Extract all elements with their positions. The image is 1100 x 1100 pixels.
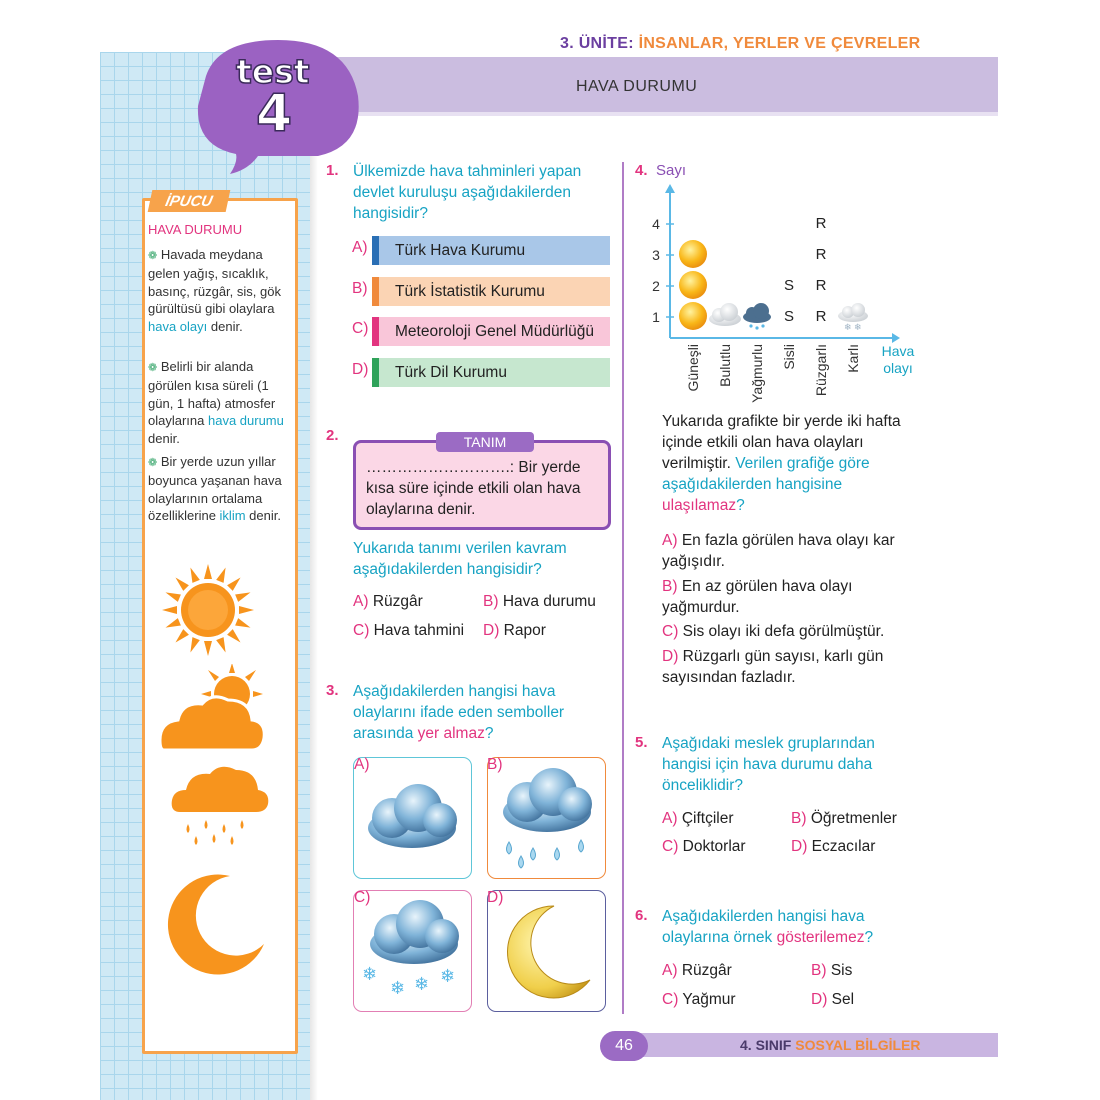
q1-option-a-letter[interactable]: A) [352,239,368,256]
rain-cloud-icon [168,762,272,848]
q5-text: Aşağıdaki meslek gruplarından hangisi için hava durumu daha önceliklidir? [662,735,875,794]
q3-text-part: ? [484,725,494,742]
hint-item-3 [148,453,290,525]
hint-tab-label: İPUCU [163,192,215,210]
hint-item-1 [148,246,290,335]
category-label: Rüzgarlı [813,344,829,397]
option-text: Çiftçiler [681,810,734,827]
hint-term: hava olayı [148,318,208,334]
symbol-letter: S [783,308,795,325]
svg-text:❄ ❄: ❄ ❄ [844,322,862,332]
svg-text:❄: ❄ [362,964,378,985]
hint-tab [148,190,231,212]
hint-term: iklim [219,508,246,524]
q4-option-d[interactable] [662,646,918,688]
svg-text:❄: ❄ [390,978,406,999]
x-axis-label: Hava olayı [881,343,915,376]
unit-heading [560,35,921,53]
option-text: Sis olayı iki defa görülmüştür. [682,623,885,640]
q5-number: 5. [635,734,648,751]
hint-term: hava durumu [207,413,284,429]
q4-number: 4. [635,162,648,179]
option-text: Doktorlar [682,838,746,855]
q6-option-c[interactable] [662,991,736,1009]
q4-text [662,411,920,516]
svg-text:❄: ❄ [440,966,456,987]
unit-title: İNSANLAR, YERLER VE ÇEVRELER [638,35,921,52]
q5-option-c[interactable] [662,838,746,856]
rain-cloud-icon [495,768,595,872]
symbol-letter: R [815,215,827,232]
hint-text: Bir yerde uzun yıllar boyunca yaşanan hava olaylarının ortalama özelliklerine [148,454,282,524]
bullet-icon: ❁ [148,250,158,262]
category-label: Bulutlu [717,344,733,387]
q6-number: 6. [635,907,648,924]
option-letter: D) [811,991,828,1008]
definition-text: ……………………….: Bir yerde kısa süre içinde etkili olan hava olaylarına denir. [366,459,581,518]
q3-text-part: Aşağıdakilerden hangisi hava olaylarını ifade eden semboller arasında [353,683,565,742]
option-text: Hava tahmini [373,622,465,639]
chart-ylabel: Sayı [656,162,687,179]
sun-icon [679,271,707,299]
option-letter: B) [811,962,827,979]
x-axis-arrow [892,333,900,343]
option-text: Rüzgarlı gün sayısı, karlı gün sayısından fazladır. [662,648,884,686]
q2-option-a[interactable] [353,593,423,611]
test-number: 4 [256,84,293,144]
symbol-letter: R [815,308,827,325]
q3-number: 3. [326,682,339,699]
q3-text-emphasis: yer almaz [417,725,485,742]
y-axis-arrow [665,184,675,193]
option-letter: C) [662,838,679,855]
unit-prefix: 3. ÜNİTE: [560,35,634,52]
q6-option-b[interactable] [811,962,852,980]
q1-option-d-letter[interactable]: D) [352,361,369,378]
hint-text: Belirli bir alanda görülen kısa süreli (1 gün, 1 hafta) atmosfer olaylarına [148,359,276,429]
q3-text [353,681,608,744]
footer-grade: 4. SINIF [740,1037,792,1053]
option-text: Hava durumu [502,593,596,610]
weather-chart [630,180,920,410]
option-letter: B) [483,593,499,610]
moon-icon [498,902,594,1002]
option-text: Rüzgâr [681,962,732,979]
definition-tab: TANIM [436,432,534,452]
q6-option-a[interactable] [662,962,732,980]
q5-option-d[interactable] [791,838,875,856]
option-text: Rüzgâr [372,593,423,610]
sun-icon [160,562,256,658]
option-letter: A) [662,532,678,549]
option-letter: A) [353,593,369,610]
q3-option-d-letter: D) [487,889,504,906]
option-letter: A) [662,810,678,827]
q2-text: Yukarıda tanımı verilen kavram aşağıdakilerden hangisidir? [353,540,567,578]
bullet-icon: ❁ [148,362,158,374]
option-letter: B) [791,810,807,827]
topic-band-underline [310,112,998,116]
topic-title: HAVA DURUMU [576,78,698,95]
q5-option-a[interactable] [662,810,733,828]
q2-option-d[interactable] [483,622,546,640]
q4-text-part: Yukarıda grafikte bir yerde iki hafta içinde etkili olan hava olayları verilmiştir. [662,413,901,472]
page-edge-shadow [310,52,318,1100]
q1-option-b-letter[interactable]: B) [352,280,368,297]
sun-icon [679,302,707,330]
q4-option-a[interactable] [662,530,918,572]
q4-text-question: Verilen grafiğe göre aşağıdakilerden hangisine [662,455,870,493]
q4-option-b[interactable] [662,576,918,618]
q6-option-d[interactable] [811,991,854,1009]
option-letter: D) [662,648,679,665]
category-label: Güneşli [685,344,701,392]
option-letter: C) [662,991,679,1008]
footer-title [740,1037,921,1053]
moon-icon [160,870,270,980]
q4-text-emphasis: ulaşılamaz [662,497,737,514]
q3-option-c-letter: C) [354,889,371,906]
cloud-icon [362,782,462,852]
rain-cloud-icon [743,303,771,330]
option-text: Yağmur [682,991,736,1008]
y-tick-label: 4 [652,216,660,232]
q4-option-c[interactable] [662,621,918,642]
q1-option-a[interactable]: Türk Hava Kurumu [372,236,610,265]
y-tick-label: 2 [652,278,660,294]
q1-option-c-letter[interactable]: C) [352,320,369,337]
option-text: Sel [831,991,855,1008]
option-text: En az görülen hava olayı yağmurdur. [662,578,853,616]
symbol-letter: R [815,277,827,294]
y-tick-label: 1 [652,309,660,325]
q1-option-d[interactable]: Türk Dil Kurumu [372,358,610,387]
category-label: Sisli [781,344,797,370]
q6-text-part: ? [864,929,874,946]
hint-text: denir. [148,430,180,446]
bullet-icon: ❁ [148,457,158,469]
q6-text-part: Aşağıdakilerden hangisi hava olaylarına örnek [662,908,865,946]
q6-text [662,906,918,948]
option-letter: D) [483,622,500,639]
option-text: En fazla görülen hava olayı kar yağışıdır. [662,532,895,570]
svg-text:❄: ❄ [414,974,430,995]
option-text: Eczacılar [811,838,876,855]
option-letter: C) [353,622,370,639]
snow-cloud-icon [360,898,464,1006]
page-number: 46 [600,1031,648,1061]
option-text: Sis [830,962,853,979]
hint-text: denir. [245,508,281,524]
q1-option-c[interactable]: Meteoroloji Genel Müdürlüğü [372,317,610,346]
q4-text-question: ? [736,497,745,514]
column-divider [622,162,624,1014]
q3-option-a-letter: A) [354,756,370,773]
hint-text: denir. [207,318,243,334]
q5-option-b[interactable] [791,810,897,828]
q1-number: 1. [326,162,339,179]
footer-subject: SOSYAL BİLGİLER [795,1037,921,1053]
option-text: Rapor [503,622,546,639]
option-letter: A) [662,962,678,979]
q2-option-c[interactable] [353,622,464,640]
sun-icon [679,240,707,268]
sun-cloud-icon [158,664,270,756]
symbol-letter: S [783,277,795,294]
category-label: Karlı [845,344,861,373]
hint-item-2 [148,358,290,447]
option-letter: D) [791,838,808,855]
cloud-icon [709,303,741,326]
q3-option-b-letter: B) [487,756,503,773]
symbol-letter: R [815,246,827,263]
q6-text-emphasis: gösterilemez [776,929,865,946]
category-label: Yağmurlu [749,344,765,403]
q1-text: Ülkemizde hava tahminleri yapan devlet kuruluşu aşağıdakilerden hangisidir? [353,163,582,222]
q2-option-b[interactable] [483,593,596,611]
option-letter: C) [662,623,679,640]
hint-heading: HAVA DURUMU [148,222,243,237]
snow-cloud-icon [838,303,868,332]
y-tick-label: 3 [652,247,660,263]
test-word: test [236,52,310,91]
option-text: Öğretmenler [810,810,897,827]
q2-number: 2. [326,427,339,444]
hint-text: Havada meydana gelen yağış, sıcaklık, basınç, rüzgâr, sis, gök gürültüsü gibi olaylara [148,247,281,317]
q1-option-b[interactable]: Türk İstatistik Kurumu [372,277,610,306]
option-letter: B) [662,578,678,595]
